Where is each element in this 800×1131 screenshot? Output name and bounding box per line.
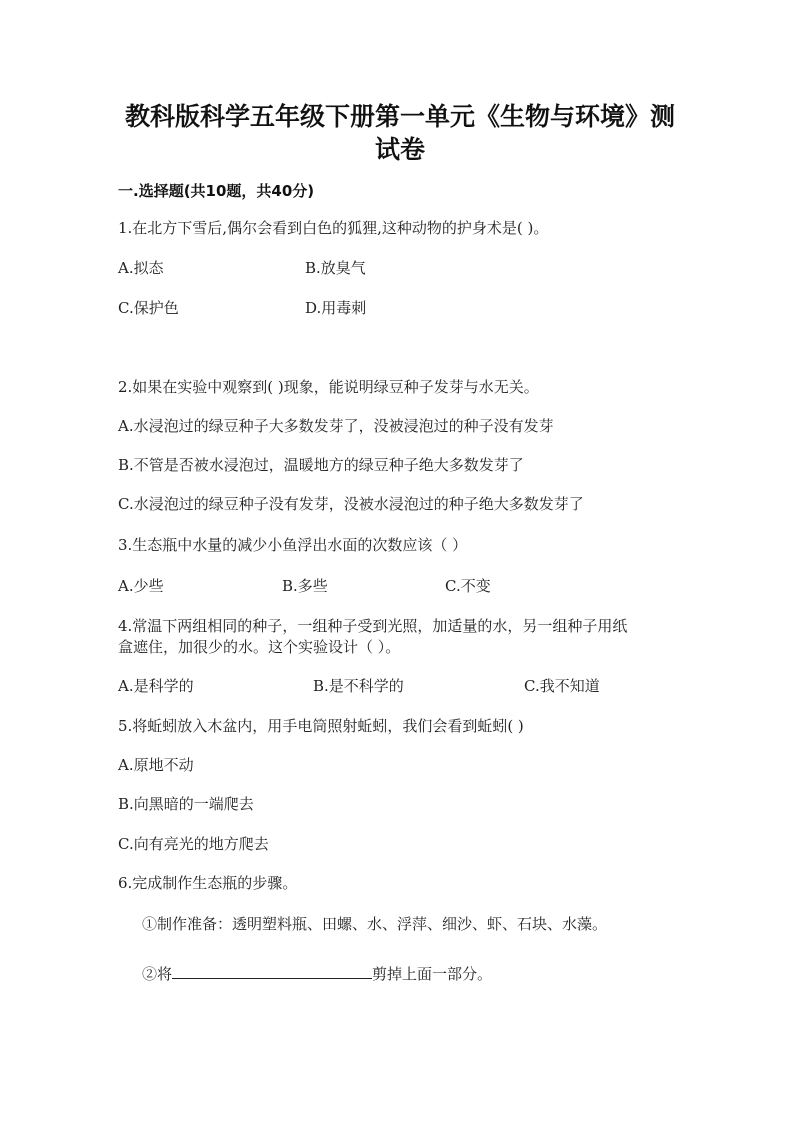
question-6-step-1: ①制作准备：透明塑料瓶、田螺、水、浮萍、细沙、虾、石块、水藻。 [142, 915, 608, 933]
question-4-option-c: C.我不知道 [524, 677, 600, 695]
question-6-step-2-suffix: 剪掉上面一部分。 [372, 965, 493, 983]
question-1-option-a: A.拟态 [118, 259, 164, 277]
question-3-option-c: C.不变 [445, 577, 491, 595]
question-2-option-a: A.水浸泡过的绿豆种子大多数发芽了，没被浸泡过的种子没有发芽 [118, 417, 554, 435]
question-4-option-b: B.是不科学的 [313, 677, 404, 695]
question-6-stem: 6.完成制作生态瓶的步骤。 [118, 874, 298, 892]
question-4-option-a: A.是科学的 [118, 677, 194, 695]
page-title-line-1: 教科版科学五年级下册第一单元《生物与环境》测 [124, 102, 675, 131]
question-6-step-2-prefix: ②将 [142, 965, 173, 983]
question-3-option-a: A.少些 [118, 577, 164, 595]
question-5-option-b: B.向黑暗的一端爬去 [118, 795, 254, 813]
section-heading: 一.选择题(共10题，共40分) [118, 182, 315, 200]
question-1-option-d: D.用毒刺 [305, 299, 367, 317]
page-title-line-2: 试卷 [374, 135, 425, 164]
question-5-option-c: C.向有亮光的地方爬去 [118, 835, 269, 853]
question-1-option-c: C.保护色 [118, 299, 179, 317]
question-3-stem: 3.生态瓶中水量的减少小鱼浮出水面的次数应该（ ） [118, 536, 468, 554]
question-5-option-a: A.原地不动 [118, 756, 194, 774]
question-2-option-b: B.不管是否被水浸泡过，温暖地方的绿豆种子绝大多数发芽了 [118, 456, 524, 474]
question-6-step-2 [142, 964, 492, 984]
question-5-stem: 5.将蚯蚓放入木盆内，用手电筒照射蚯蚓，我们会看到蚯蚓( ) [118, 717, 524, 735]
fill-in-blank [172, 964, 372, 979]
question-3-option-b: B.多些 [282, 577, 328, 595]
question-1-stem: 1.在北方下雪后,偶尔会看到白色的狐狸,这种动物的护身术是( )。 [118, 219, 549, 237]
question-4-stem-line-1: 4.常温下两组相同的种子，一组种子受到光照，加适量的水，另一组种子用纸 [118, 617, 628, 635]
question-4-stem-line-2: 盒遮住，加很少的水。这个实验设计（ ）。 [118, 638, 401, 656]
question-2-stem: 2.如果在实验中观察到( )现象，能说明绿豆种子发芽与水无关。 [118, 378, 539, 396]
question-1-option-b: B.放臭气 [305, 259, 366, 277]
question-2-option-c: C.水浸泡过的绿豆种子没有发芽，没被水浸泡过的种子绝大多数发芽了 [118, 495, 584, 513]
